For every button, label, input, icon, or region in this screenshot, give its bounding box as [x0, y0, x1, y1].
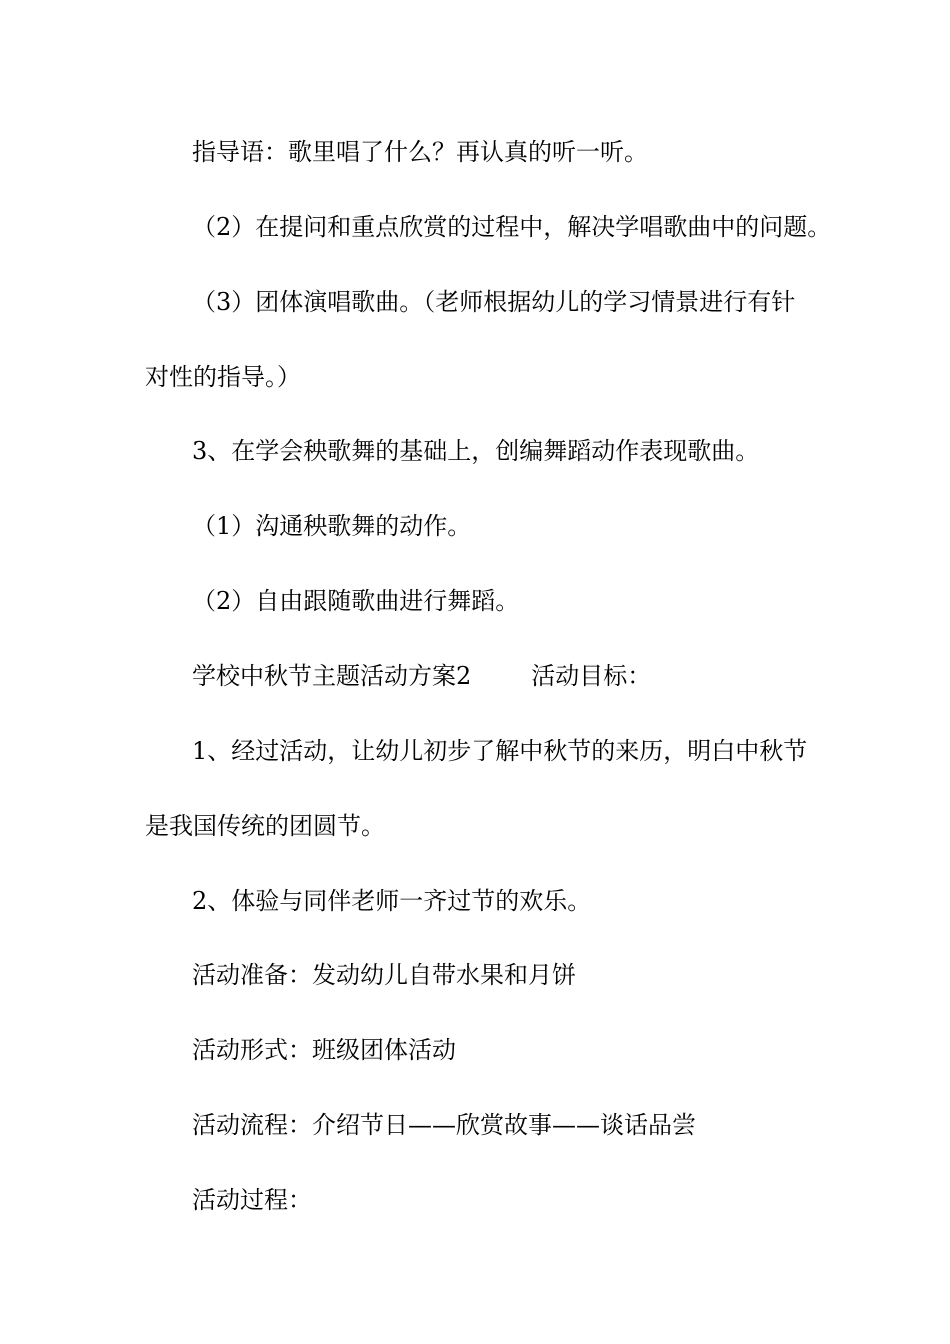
paragraph-step-3: 3、在学会秧歌舞的基础上，创编舞蹈动作表现歌曲。 [192, 437, 760, 465]
activity-process: 活动过程： [192, 1186, 312, 1214]
paragraph-step-3-1: （1）沟通秧歌舞的动作。 [192, 512, 472, 540]
activity-flow: 活动流程：介绍节日——欣赏故事——谈话品尝 [192, 1111, 696, 1139]
paragraph-step-2-2: （2）在提问和重点欣赏的过程中，解决学唱歌曲中的问题。 [192, 213, 832, 241]
paragraph-step-2-3: （3）团体演唱歌曲。（老师根据幼儿的学习情景进行有针 [192, 288, 796, 316]
goal-1: 1、经过活动，让幼儿初步了解中秋节的来历，明白中秋节 [192, 737, 808, 765]
paragraph-step-2-3-continued: 对性的指导。） [145, 363, 301, 391]
paragraph-guidance: 指导语：歌里唱了什么？再认真的听一听。 [192, 138, 648, 166]
paragraph-step-3-2: （2）自由跟随歌曲进行舞蹈。 [192, 587, 520, 615]
activity-goals-label: 活动目标： [531, 662, 652, 690]
activity-form: 活动形式：班级团体活动 [192, 1036, 456, 1064]
section-heading-line [192, 661, 651, 691]
goal-2: 2、体验与同伴老师一齐过节的欢乐。 [192, 887, 592, 915]
section-title: 学校中秋节主题活动方案2 [192, 662, 472, 690]
activity-preparation: 活动准备：发动幼儿自带水果和月饼 [192, 961, 576, 989]
goal-1-continued: 是我国传统的团圆节。 [145, 812, 385, 840]
